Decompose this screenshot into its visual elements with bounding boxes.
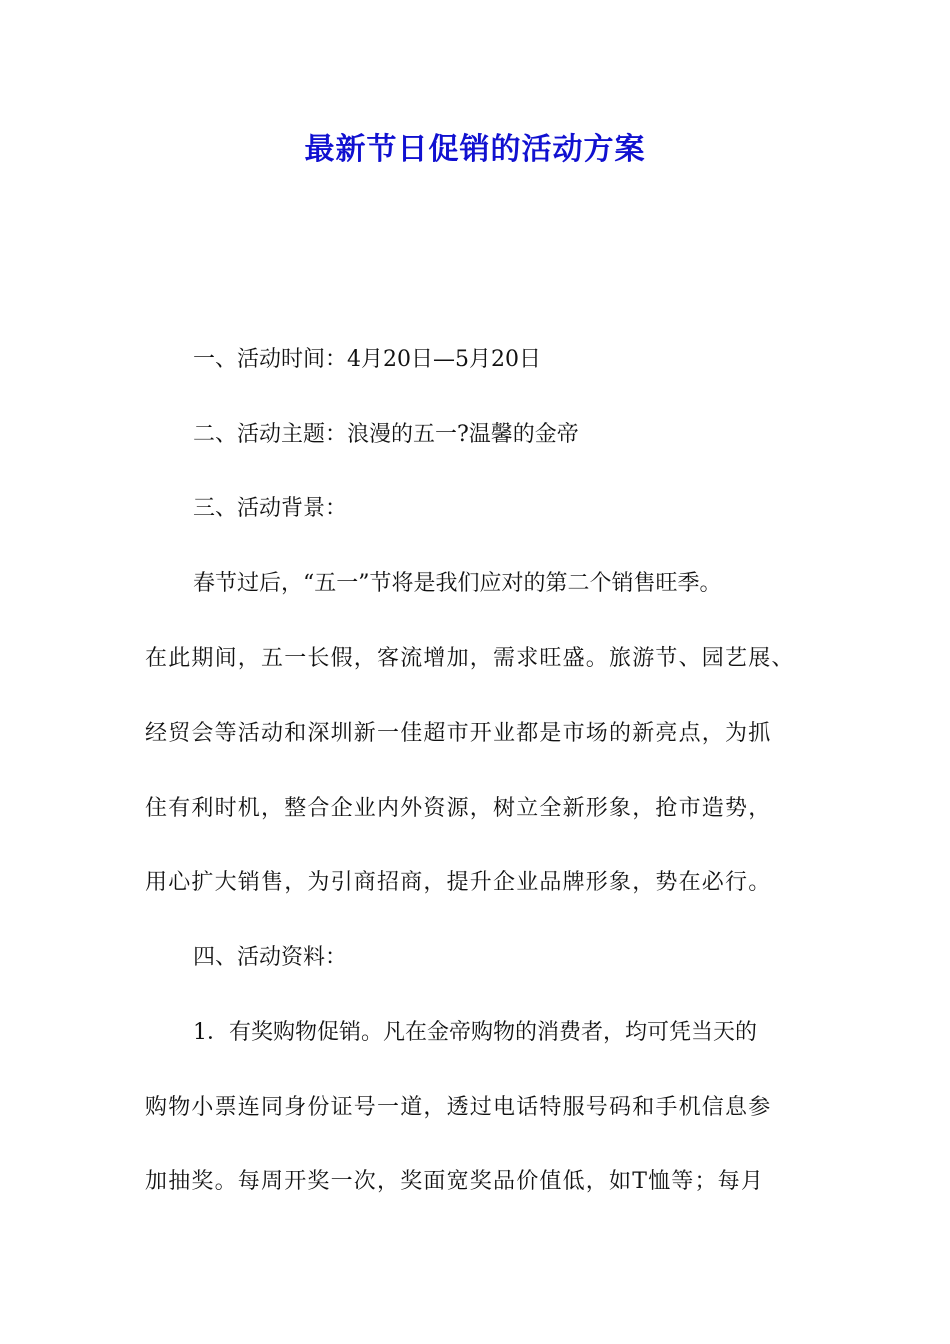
document-title: 最新节日促销的活动方案	[304, 132, 646, 167]
paragraph-line-theme: 二、活动主题：浪漫的五一?温馨的金帝	[193, 422, 579, 447]
paragraph-line: 春节过后，“五一”节将是我们应对的第二个销售旺季。	[193, 571, 722, 596]
paragraph-line: 在此期间，五一长假，客流增加，需求旺盛。旅游节、园艺展、	[145, 646, 795, 671]
paragraph-line: 住有利时机，整合企业内外资源，树立全新形象，抢市造势，	[145, 796, 772, 821]
paragraph-line: 1．有奖购物促销。凡在金帝购物的消费者，均可凭当天的	[193, 1020, 757, 1045]
paragraph-line: 购物小票连同身份证号一道，透过电话特服号码和手机信息参	[145, 1095, 772, 1120]
paragraph-line: 加抽奖。每周开奖一次，奖面宽奖品价值低，如T恤等；每月	[145, 1169, 765, 1194]
paragraph-line: 经贸会等活动和深圳新一佳超市开业都是市场的新亮点，为抓	[145, 721, 772, 746]
paragraph-line-time: 一、活动时间：4月20日—5月20日	[193, 347, 541, 372]
paragraph-line-content-heading: 四、活动资料：	[193, 945, 348, 970]
paragraph-line-background-heading: 三、活动背景：	[193, 496, 348, 521]
paragraph-line: 用心扩大销售，为引商招商，提升企业品牌形象，势在必行。	[145, 870, 772, 895]
